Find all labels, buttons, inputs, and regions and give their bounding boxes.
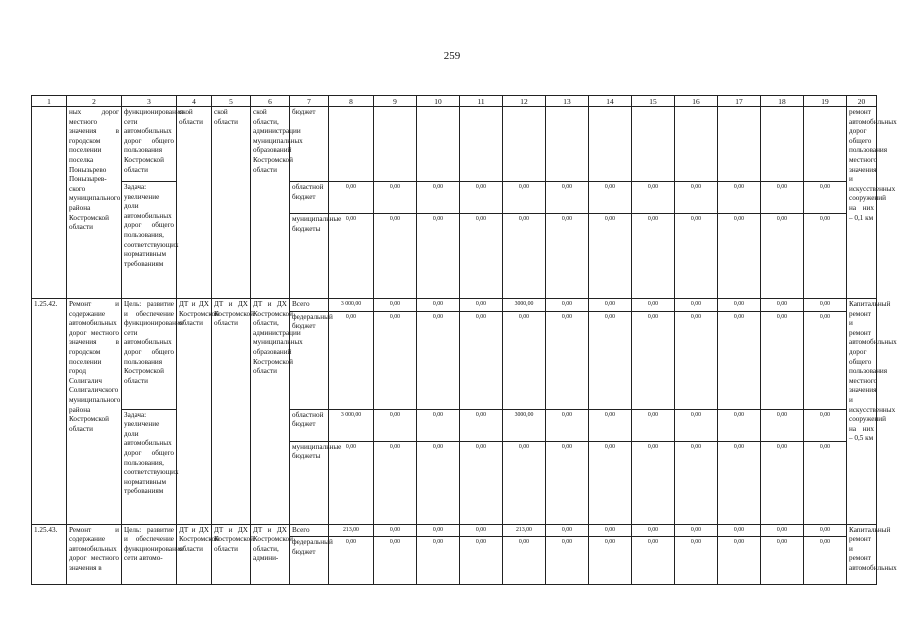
header-cell: 14	[589, 96, 632, 107]
item-code: 1.25.42.	[32, 299, 67, 525]
funding-value: 0,00	[675, 299, 718, 312]
table-row	[32, 409, 877, 441]
expected-result: ремонт автомобильных дорог общего пользования местного значения и искусственных сооружений на них – 0,1 км	[847, 107, 877, 299]
funding-value: 0,00	[417, 214, 460, 299]
funding-value: 0,00	[675, 311, 718, 409]
item-code	[32, 107, 67, 299]
item-goal: Цель: развитие и обеспечение функционирования сети автомо-	[122, 524, 177, 585]
funding-source: Всего	[290, 299, 329, 312]
funding-value: 3000,00	[503, 299, 546, 312]
funding-value	[718, 107, 761, 182]
item-task: Задача: увеличение доли автомобильных дорог общего пользования, соответствующих нормативным требованиям	[122, 182, 177, 299]
funding-value: 0,00	[804, 214, 847, 299]
funding-value: 0,00	[546, 524, 589, 537]
funding-value: 0,00	[804, 537, 847, 585]
funding-value: 0,00	[546, 299, 589, 312]
funding-value: 0,00	[329, 537, 374, 585]
funding-value: 0,00	[460, 441, 503, 524]
funding-value: 3 000,00	[329, 409, 374, 441]
funding-value: 0,00	[460, 524, 503, 537]
funding-value: 0,00	[589, 441, 632, 524]
funding-value: 0,00	[417, 409, 460, 441]
funding-value: 0,00	[546, 441, 589, 524]
table-row	[32, 107, 877, 182]
header-cell: 11	[460, 96, 503, 107]
header-cell: 2	[67, 96, 122, 107]
funding-value	[417, 107, 460, 182]
header-cell: 7	[290, 96, 329, 107]
funding-value: 0,00	[632, 214, 675, 299]
funding-value: 0,00	[718, 299, 761, 312]
funding-value	[632, 107, 675, 182]
funding-source: областной бюджет	[290, 182, 329, 214]
funding-source: федеральный бюджет	[290, 537, 329, 585]
funding-value: 0,00	[589, 311, 632, 409]
funding-value: 0,00	[632, 299, 675, 312]
header-cell: 20	[847, 96, 877, 107]
funding-value: 0,00	[761, 409, 804, 441]
table-row	[32, 182, 877, 214]
funding-value	[804, 107, 847, 182]
funding-value: 0,00	[675, 182, 718, 214]
header-cell: 17	[718, 96, 761, 107]
executor-1: ДТ и ДХ Костромской области	[177, 524, 212, 585]
funding-value: 0,00	[374, 524, 417, 537]
header-cell: 5	[212, 96, 251, 107]
funding-value: 0,00	[374, 182, 417, 214]
funding-value: 0,00	[718, 311, 761, 409]
executor-3: ДТ и ДХ Костромской области, администрации муниципальных образований Костромской области	[251, 299, 290, 525]
funding-value: 0,00	[503, 214, 546, 299]
funding-value: 0,00	[804, 441, 847, 524]
funding-source: федеральный бюджет	[290, 311, 329, 409]
funding-value: 0,00	[804, 299, 847, 312]
funding-value: 0,00	[761, 524, 804, 537]
funding-value: 0,00	[374, 409, 417, 441]
funding-value: 0,00	[546, 311, 589, 409]
funding-value: 0,00	[374, 311, 417, 409]
funding-value: 0,00	[374, 441, 417, 524]
funding-value: 0,00	[804, 409, 847, 441]
header-cell: 15	[632, 96, 675, 107]
funding-source: бюджет	[290, 107, 329, 182]
funding-value: 0,00	[632, 311, 675, 409]
funding-value: 0,00	[589, 537, 632, 585]
item-name: Ремонт и содержание автомобильных дорог местного значения в	[67, 524, 122, 585]
executor-2: ДТ и ДХ Костромской области	[212, 524, 251, 585]
funding-value: 0,00	[546, 537, 589, 585]
funding-value: 0,00	[718, 182, 761, 214]
funding-value: 0,00	[761, 299, 804, 312]
funding-value: 0,00	[374, 299, 417, 312]
funding-source: областной бюджет	[290, 409, 329, 441]
funding-value	[675, 107, 718, 182]
funding-value: 0,00	[632, 182, 675, 214]
executor-3: ской области, администрации муниципальных образований Костромской области	[251, 107, 290, 299]
expected-result: Капитальный ремонт и ремонт автомобильных дорог общего пользования местного значения и искусственных сооружений на них – 0,5 км	[847, 299, 877, 525]
funding-value: 0,00	[460, 299, 503, 312]
funding-value: 0,00	[329, 214, 374, 299]
funding-value: 0,00	[417, 441, 460, 524]
header-cell: 6	[251, 96, 290, 107]
funding-value	[329, 107, 374, 182]
table-row	[32, 524, 877, 537]
funding-value: 0,00	[417, 311, 460, 409]
funding-value: 0,00	[460, 537, 503, 585]
funding-value	[374, 107, 417, 182]
funding-value: 0,00	[675, 409, 718, 441]
executor-2: ской области	[212, 107, 251, 299]
funding-value: 0,00	[417, 537, 460, 585]
funding-value: 0,00	[417, 182, 460, 214]
header-cell: 18	[761, 96, 804, 107]
funding-value: 0,00	[460, 214, 503, 299]
header-cell: 12	[503, 96, 546, 107]
funding-value: 0,00	[632, 537, 675, 585]
header-cell: 9	[374, 96, 417, 107]
funding-value: 0,00	[374, 214, 417, 299]
funding-value: 0,00	[460, 409, 503, 441]
funding-value: 0,00	[460, 182, 503, 214]
funding-value	[761, 107, 804, 182]
funding-value: 0,00	[804, 524, 847, 537]
page-number: 259	[443, 50, 461, 62]
funding-value: 0,00	[546, 214, 589, 299]
expected-result: Капитальный ремонт и ремонт автомобильных	[847, 524, 877, 585]
funding-value: 0,00	[589, 409, 632, 441]
funding-value: 0,00	[460, 311, 503, 409]
funding-value: 0,00	[675, 524, 718, 537]
funding-source: муниципальные бюджеты	[290, 214, 329, 299]
funding-value: 0,00	[503, 311, 546, 409]
funding-value: 0,00	[503, 537, 546, 585]
executor-1: ской области	[177, 107, 212, 299]
funding-value: 0,00	[546, 182, 589, 214]
funding-value: 0,00	[417, 299, 460, 312]
header-cell: 10	[417, 96, 460, 107]
funding-value: 3 000,00	[329, 299, 374, 312]
funding-value: 0,00	[761, 441, 804, 524]
funding-value: 0,00	[632, 409, 675, 441]
funding-value: 0,00	[718, 214, 761, 299]
executor-2: ДТ и ДХ Костромской области	[212, 299, 251, 525]
funding-value: 0,00	[675, 537, 718, 585]
funding-value: 0,00	[546, 409, 589, 441]
funding-value	[503, 107, 546, 182]
funding-value: 0,00	[761, 537, 804, 585]
funding-value: 0,00	[589, 214, 632, 299]
funding-value: 0,00	[718, 409, 761, 441]
funding-value: 0,00	[718, 524, 761, 537]
item-goal: функционирования сети автомобильных дорог общего пользования Костромской области	[122, 107, 177, 182]
funding-value: 0,00	[675, 214, 718, 299]
funding-value: 3000,00	[503, 409, 546, 441]
item-name: ных дорог местного значения в городском поселении поселка Понызьрево Понызырев-ского муниципального района Костромской области	[67, 107, 122, 299]
header-cell: 3	[122, 96, 177, 107]
funding-value: 213,00	[329, 524, 374, 537]
funding-value: 0,00	[589, 524, 632, 537]
funding-value: 0,00	[761, 311, 804, 409]
item-code: 1.25.43.	[32, 524, 67, 585]
header-cell: 8	[329, 96, 374, 107]
funding-value: 0,00	[718, 537, 761, 585]
header-cell: 4	[177, 96, 212, 107]
funding-source: муниципальные бюджеты	[290, 441, 329, 524]
funding-value: 0,00	[632, 441, 675, 524]
executor-1: ДТ и ДХ Костромской области	[177, 299, 212, 525]
funding-value: 0,00	[503, 182, 546, 214]
funding-value: 0,00	[589, 299, 632, 312]
funding-value	[546, 107, 589, 182]
funding-value: 0,00	[761, 214, 804, 299]
funding-value: 0,00	[329, 182, 374, 214]
header-row	[32, 96, 877, 107]
header-cell: 16	[675, 96, 718, 107]
funding-source: Всего	[290, 524, 329, 537]
funding-value: 0,00	[374, 537, 417, 585]
header-cell: 19	[804, 96, 847, 107]
program-table	[31, 95, 897, 585]
header-cell: 13	[546, 96, 589, 107]
funding-value: 0,00	[804, 182, 847, 214]
funding-value: 0,00	[417, 524, 460, 537]
item-name: Ремонт и содержание автомобильных дорог местного значения в городском поселении город Солигалич Солигаличского муниципального района Костромской области	[67, 299, 122, 525]
funding-value: 0,00	[589, 182, 632, 214]
table-row	[32, 299, 877, 312]
funding-value: 0,00	[761, 182, 804, 214]
funding-value	[589, 107, 632, 182]
funding-value: 0,00	[503, 441, 546, 524]
funding-value: 0,00	[804, 311, 847, 409]
item-task: Задача: увеличение доли автомобильных дорог общего пользования, соответствующих нормативным требованиям	[122, 409, 177, 524]
item-goal: Цель: развитие и обеспечение функционирования сети автомобильных дорог общего пользования Костромской области	[122, 299, 177, 410]
funding-value: 0,00	[718, 441, 761, 524]
header-cell: 1	[32, 96, 67, 107]
funding-value	[460, 107, 503, 182]
funding-value: 0,00	[675, 441, 718, 524]
funding-value: 0,00	[632, 524, 675, 537]
funding-value: 0,00	[329, 441, 374, 524]
funding-value: 0,00	[329, 311, 374, 409]
executor-3: ДТ и ДХ Костромской области, админи-	[251, 524, 290, 585]
funding-value: 213,00	[503, 524, 546, 537]
